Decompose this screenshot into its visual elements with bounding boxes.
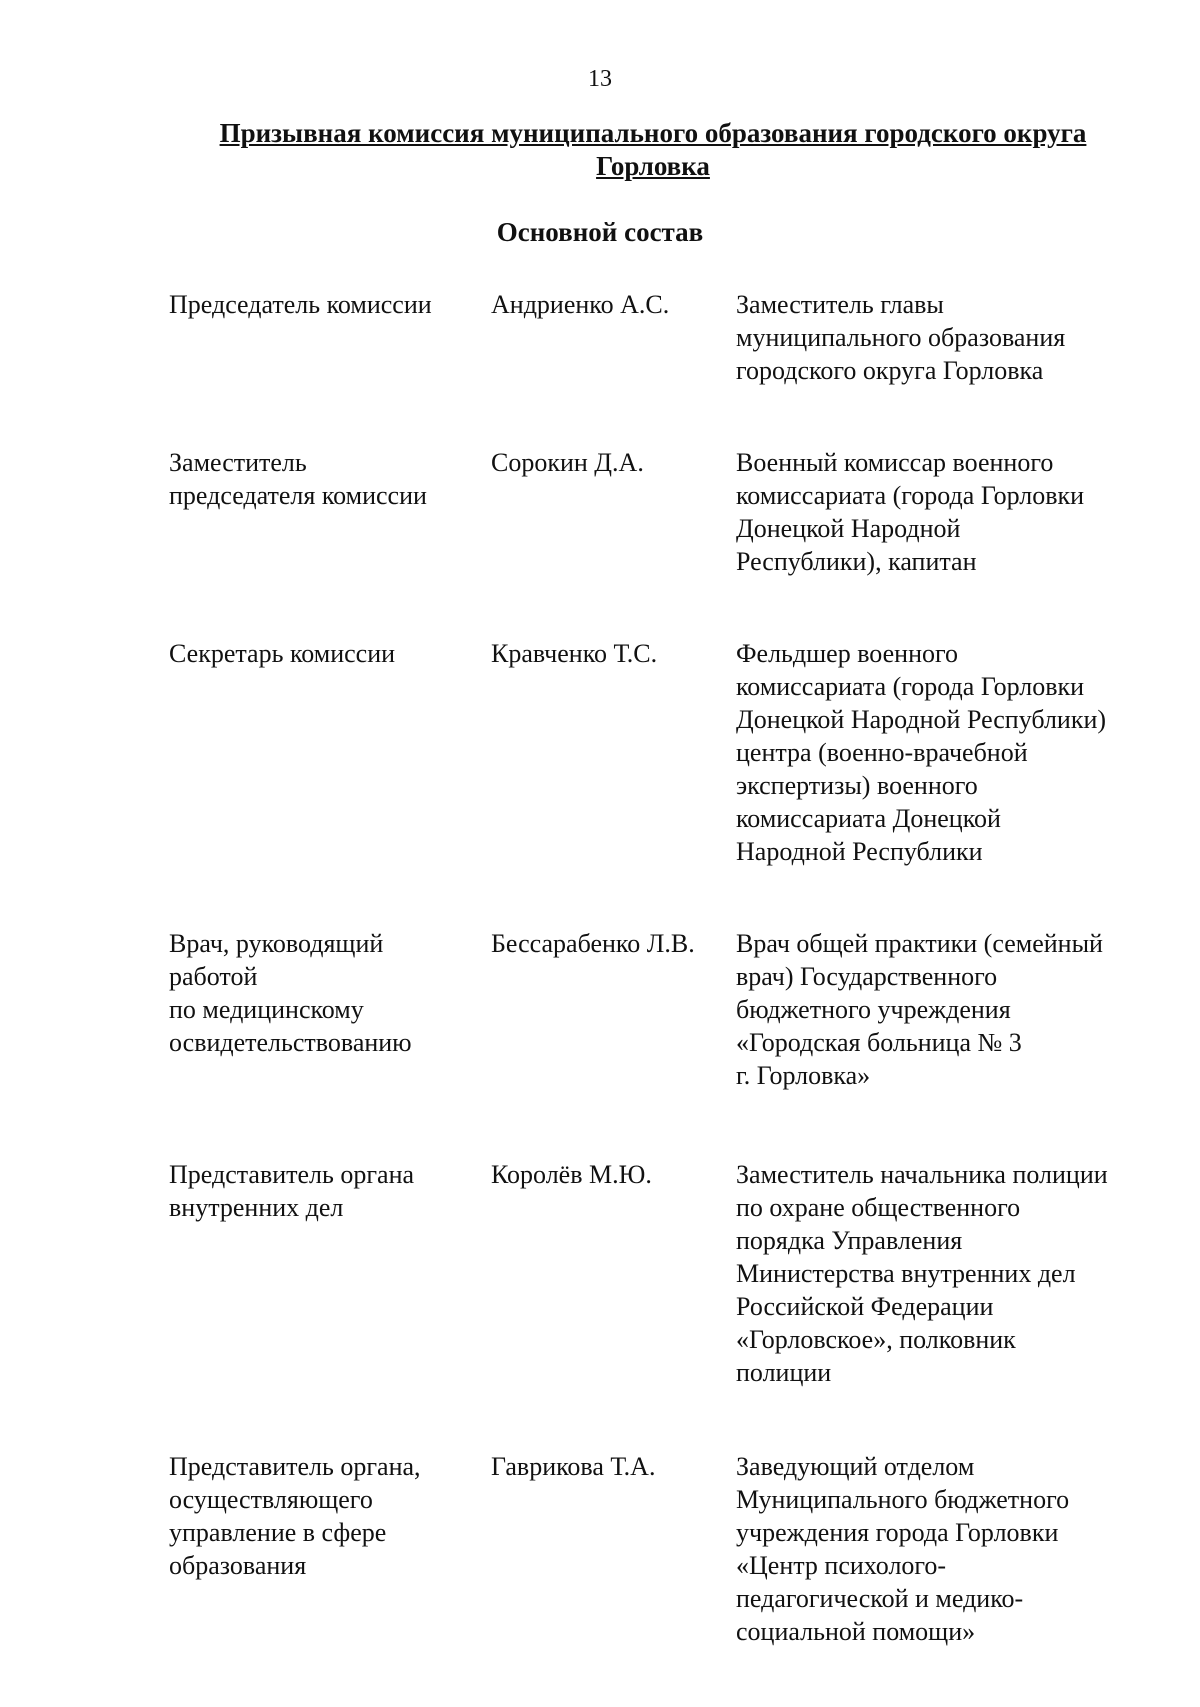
member-role: Врач, руководящий работой по медицинскому освидетельствованию: [169, 929, 412, 1057]
member-row: [169, 637, 1149, 868]
member-name: Гаврикова Т.А.: [491, 1452, 656, 1481]
member-role: Представитель органа, осуществляющего управление в сфере образования: [169, 1452, 421, 1580]
member-name: Бессарабенко Л.В.: [491, 929, 695, 958]
commission-members-list: [169, 288, 1149, 1707]
page-number: 13: [588, 66, 612, 92]
member-position: Заместитель начальника полиции по охране общественного порядка Управления Министерства внутренних дел Российской Федерации «Горловское», полковник полиции: [736, 1160, 1108, 1387]
member-row: [169, 446, 1149, 578]
member-name: Сорокин Д.А.: [491, 448, 644, 477]
member-role: Заместитель председателя комиссии: [169, 448, 427, 510]
member-role: Председатель комиссии: [169, 290, 432, 319]
member-position: Заместитель главы муниципального образования городского округа Горловка: [736, 290, 1066, 385]
member-name: Королёв М.Ю.: [491, 1160, 652, 1189]
member-position: Фельдшер военного комиссариата (города Горловки Донецкой Народной Республики) центра (военно-врачебной экспертизы) военного комиссариата Донецкой Народной Республики: [736, 639, 1107, 866]
member-row: [169, 1158, 1149, 1389]
member-position: Военный комиссар военного комиссариата (города Горловки Донецкой Народной Республики), капитан: [736, 448, 1085, 576]
member-role: Представитель органа внутренних дел: [169, 1160, 415, 1222]
member-name: Кравченко Т.С.: [491, 639, 658, 668]
member-name: Андриенко А.С.: [491, 290, 670, 319]
member-row: [169, 288, 1149, 387]
member-row: [169, 927, 1149, 1092]
section-title: Основной состав: [496, 217, 704, 247]
member-position: Заведующий отделом Муниципального бюджетного учреждения города Горловки «Центр психолого- педагогической и медико- социальной помощи»: [736, 1452, 1070, 1646]
member-row: [169, 1450, 1149, 1648]
member-position: Врач общей практики (семейный врач) Государственного бюджетного учреждения «Городская больница № 3 г. Горловка»: [736, 929, 1103, 1090]
document-title: Призывная комиссия муниципального образования городского округа Горловка: [219, 118, 1087, 181]
member-role: Секретарь комиссии: [169, 639, 396, 668]
